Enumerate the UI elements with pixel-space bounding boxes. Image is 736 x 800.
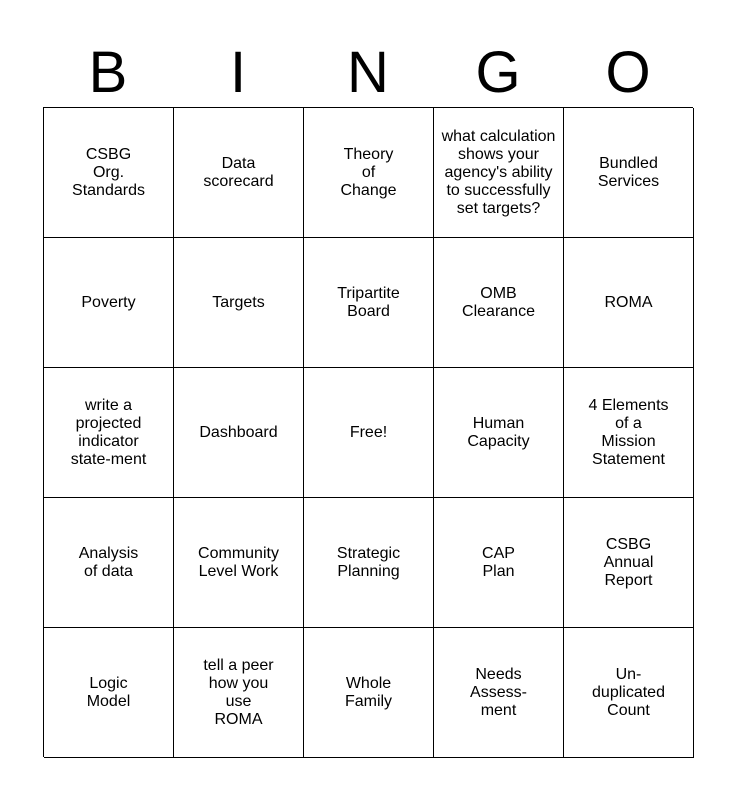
bingo-cell[interactable] [44,238,174,368]
bingo-cell[interactable] [44,628,174,758]
cell-label: CSBG Annual Report [603,535,654,589]
cell-label: Community Level Work [198,544,279,580]
cell-label: Un- duplicated Count [592,665,665,719]
free-space-label: Free! [349,423,388,441]
bingo-cell[interactable] [434,238,564,368]
bingo-cell[interactable] [304,108,434,238]
bingo-cell[interactable] [564,108,694,238]
cell-label: Dashboard [199,423,278,441]
bingo-cell[interactable] [304,238,434,368]
cell-label: what calculation shows your agency's ability to successfully set targets? [441,127,556,217]
bingo-cell[interactable] [564,238,694,368]
header-letter-n: N [347,40,389,105]
bingo-cell[interactable] [434,628,564,758]
bingo-cell[interactable] [434,368,564,498]
cell-label: Strategic Planning [336,544,401,580]
bingo-cell[interactable] [174,368,304,498]
cell-label: Analysis of data [78,544,139,580]
header-letter-g: G [475,40,521,105]
bingo-cell[interactable] [174,628,304,758]
bingo-cell[interactable] [304,628,434,758]
cell-label: tell a peer how you use ROMA [203,656,274,728]
bingo-cell[interactable] [174,498,304,628]
cell-label: Poverty [81,293,136,311]
bingo-cell[interactable] [174,238,304,368]
bingo-cell[interactable] [434,498,564,628]
bingo-cell[interactable] [304,498,434,628]
bingo-cell[interactable] [174,108,304,238]
header-letter-i: I [229,40,247,105]
cell-label: ROMA [604,293,653,311]
bingo-cell[interactable] [564,628,694,758]
bingo-cell[interactable] [564,368,694,498]
cell-label: CSBG Org. Standards [72,145,145,199]
bingo-header [43,40,693,106]
cell-label: write a projected indicator state-ment [70,396,147,468]
cell-label: Human Capacity [467,414,530,450]
header-letter-o: O [605,40,651,105]
cell-label: Bundled Services [597,154,660,190]
bingo-cell[interactable] [44,368,174,498]
bingo-cell[interactable] [564,498,694,628]
cell-label: 4 Elements of a Mission Statement [588,396,669,468]
bingo-cell[interactable] [44,498,174,628]
cell-label: Logic Model [86,674,131,710]
header-letter-b: B [88,40,128,105]
cell-label: Needs Assess- ment [470,665,527,719]
cell-label: Tripartite Board [337,284,400,320]
cell-label: Targets [212,293,265,311]
cell-label: Whole Family [344,674,393,710]
free-space-cell[interactable] [304,368,434,498]
cell-label: CAP Plan [482,544,515,580]
cell-label: Data scorecard [203,154,274,190]
bingo-cell[interactable] [434,108,564,238]
bingo-cell[interactable] [44,108,174,238]
cell-label: OMB Clearance [462,284,535,320]
cell-label: Theory of Change [340,145,397,199]
bingo-grid [43,107,693,757]
